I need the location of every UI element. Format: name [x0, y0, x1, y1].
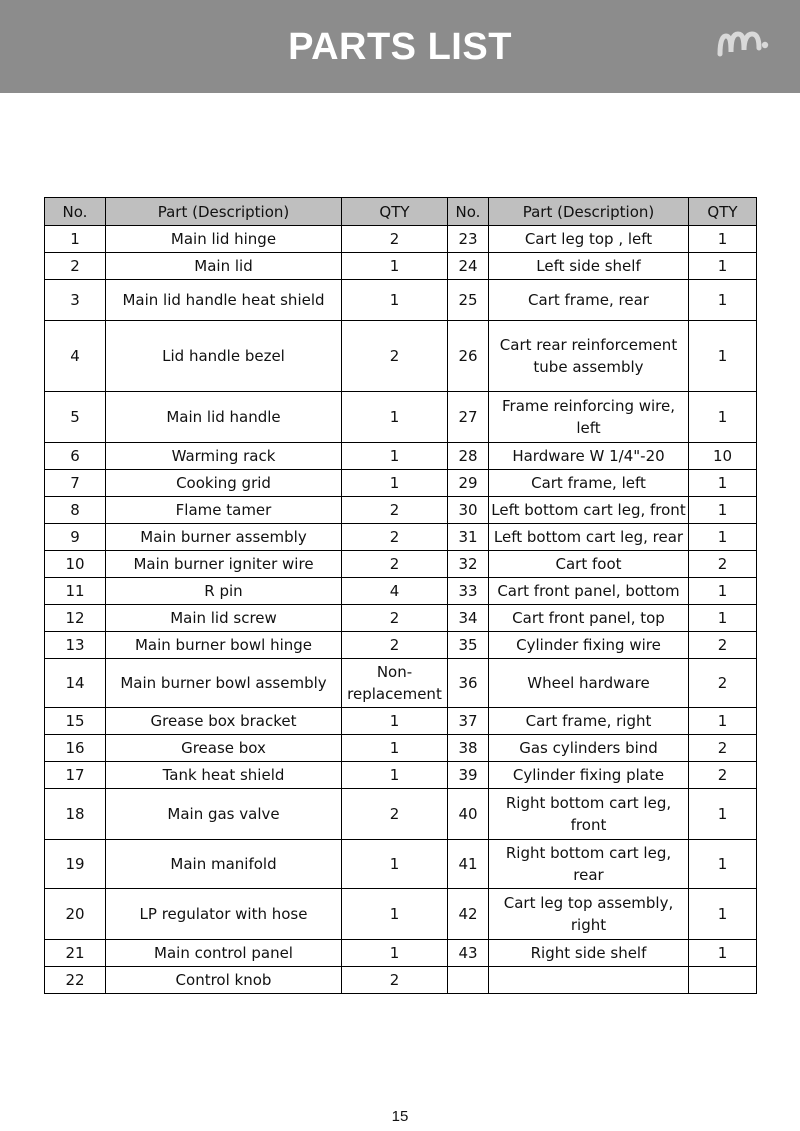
cell-qty-right: 1	[689, 524, 757, 551]
cell-qty-right: 1	[689, 497, 757, 524]
table-row	[45, 840, 757, 889]
cell-qty-right: 1	[689, 840, 757, 889]
cell-no-left: 17	[45, 762, 106, 789]
cell-no-right: 39	[448, 762, 489, 789]
cell-part-right: Cart leg top assembly, right	[489, 889, 689, 940]
cell-no-right: 28	[448, 443, 489, 470]
table-header-row	[45, 198, 757, 226]
cell-no-left: 10	[45, 551, 106, 578]
cell-part-left: Main lid hinge	[106, 226, 342, 253]
cell-qty-left: 1	[342, 280, 448, 321]
cell-part-right: Cart frame, left	[489, 470, 689, 497]
cell-part-left: Main burner bowl hinge	[106, 632, 342, 659]
table-row	[45, 605, 757, 632]
cell-qty-left: 1	[342, 840, 448, 889]
cell-no-right: 29	[448, 470, 489, 497]
cell-no-left: 18	[45, 789, 106, 840]
page-number: 15	[391, 1108, 409, 1125]
cell-qty-right: 1	[689, 226, 757, 253]
table-row	[45, 524, 757, 551]
cell-part-left: Grease box bracket	[106, 708, 342, 735]
cell-no-left: 21	[45, 940, 106, 967]
cell-qty-right: 1	[689, 605, 757, 632]
cell-qty-left: 4	[342, 578, 448, 605]
cell-qty-right: 1	[689, 470, 757, 497]
cell-part-right: Cylinder fixing wire	[489, 632, 689, 659]
cell-part-left: Grease box	[106, 735, 342, 762]
cell-qty-left: 1	[342, 253, 448, 280]
cell-no-right	[448, 967, 489, 994]
cell-part-left: Cooking grid	[106, 470, 342, 497]
table-row	[45, 889, 757, 940]
cell-qty-right: 1	[689, 789, 757, 840]
cell-qty-right: 1	[689, 280, 757, 321]
table-row	[45, 253, 757, 280]
cell-part-left: Lid handle bezel	[106, 321, 342, 392]
page-header	[0, 0, 800, 93]
cell-qty-left: 2	[342, 632, 448, 659]
table-row	[45, 708, 757, 735]
cell-no-right: 25	[448, 280, 489, 321]
cell-qty-left: 2	[342, 967, 448, 994]
table-row	[45, 659, 757, 708]
cell-part-right: Left bottom cart leg, rear	[489, 524, 689, 551]
cell-no-right: 38	[448, 735, 489, 762]
cell-qty-left: 2	[342, 551, 448, 578]
cell-qty-right: 2	[689, 551, 757, 578]
cell-part-right: Frame reinforcing wire, left	[489, 392, 689, 443]
cell-part-right: Left bottom cart leg, front	[489, 497, 689, 524]
cell-part-right: Wheel hardware	[489, 659, 689, 708]
cell-qty-left: 1	[342, 762, 448, 789]
header-no-left: No.	[45, 198, 106, 226]
cell-no-right: 30	[448, 497, 489, 524]
cell-qty-right: 2	[689, 659, 757, 708]
cell-qty-left: 2	[342, 605, 448, 632]
cell-no-left: 11	[45, 578, 106, 605]
cell-part-right: Cart front panel, top	[489, 605, 689, 632]
cell-part-left: Tank heat shield	[106, 762, 342, 789]
header-part-left: Part (Description)	[106, 198, 342, 226]
cell-part-right: Right bottom cart leg, rear	[489, 840, 689, 889]
cell-qty-left: 2	[342, 497, 448, 524]
table-row	[45, 226, 757, 253]
cell-no-left: 20	[45, 889, 106, 940]
cell-no-left: 3	[45, 280, 106, 321]
table-row	[45, 470, 757, 497]
cell-no-left: 16	[45, 735, 106, 762]
cell-qty-left: 1	[342, 889, 448, 940]
parts-table	[44, 197, 757, 994]
cell-qty-right: 2	[689, 735, 757, 762]
cell-no-right: 34	[448, 605, 489, 632]
cell-qty-right: 1	[689, 578, 757, 605]
cell-qty-left: 1	[342, 735, 448, 762]
table-row	[45, 762, 757, 789]
cell-qty-left: 2	[342, 226, 448, 253]
cell-part-right: Cart leg top , left	[489, 226, 689, 253]
cell-part-left: Main control panel	[106, 940, 342, 967]
table-row	[45, 497, 757, 524]
cell-part-left: Main burner assembly	[106, 524, 342, 551]
page-title: PARTS LIST	[288, 26, 512, 68]
cell-qty-right: 1	[689, 321, 757, 392]
cell-no-left: 8	[45, 497, 106, 524]
cell-qty-right: 1	[689, 708, 757, 735]
cell-part-left: Main burner bowl assembly	[106, 659, 342, 708]
table-row	[45, 321, 757, 392]
cell-part-right: Gas cylinders bind	[489, 735, 689, 762]
cell-qty-left: 1	[342, 392, 448, 443]
cell-no-right: 35	[448, 632, 489, 659]
table-row	[45, 551, 757, 578]
table-row	[45, 940, 757, 967]
cell-no-right: 37	[448, 708, 489, 735]
cell-no-right: 36	[448, 659, 489, 708]
cell-part-left: Warming rack	[106, 443, 342, 470]
cell-no-right: 41	[448, 840, 489, 889]
cell-no-left: 1	[45, 226, 106, 253]
cell-part-right: Hardware W 1/4"-20	[489, 443, 689, 470]
cell-no-right: 40	[448, 789, 489, 840]
cell-part-right: Cart frame, right	[489, 708, 689, 735]
header-qty-left: QTY	[342, 198, 448, 226]
cell-qty-right: 2	[689, 632, 757, 659]
cell-qty-right: 10	[689, 443, 757, 470]
cell-qty-left: 1	[342, 708, 448, 735]
cell-part-right: Left side shelf	[489, 253, 689, 280]
header-qty-right: QTY	[689, 198, 757, 226]
table-row	[45, 392, 757, 443]
cell-no-left: 22	[45, 967, 106, 994]
cell-qty-right: 1	[689, 889, 757, 940]
header-part-right: Part (Description)	[489, 198, 689, 226]
cell-qty-left: 1	[342, 443, 448, 470]
cell-part-left: Main burner igniter wire	[106, 551, 342, 578]
cell-part-left: Main lid	[106, 253, 342, 280]
cell-qty-left: 2	[342, 789, 448, 840]
cell-part-right: Right bottom cart leg, front	[489, 789, 689, 840]
cell-part-right: Cart rear reinforcement tube assembly	[489, 321, 689, 392]
cell-part-right	[489, 967, 689, 994]
cell-part-left: Main manifold	[106, 840, 342, 889]
table-row	[45, 443, 757, 470]
cell-qty-left: Non-replacement	[342, 659, 448, 708]
cell-no-left: 19	[45, 840, 106, 889]
cell-no-left: 2	[45, 253, 106, 280]
cell-no-left: 14	[45, 659, 106, 708]
cell-qty-right: 1	[689, 940, 757, 967]
cell-no-left: 6	[45, 443, 106, 470]
cell-part-left: Main lid handle heat shield	[106, 280, 342, 321]
cell-qty-left: 1	[342, 470, 448, 497]
cell-qty-right	[689, 967, 757, 994]
table-row	[45, 735, 757, 762]
cell-no-left: 7	[45, 470, 106, 497]
cell-no-right: 23	[448, 226, 489, 253]
cell-no-left: 15	[45, 708, 106, 735]
cell-no-right: 33	[448, 578, 489, 605]
cell-qty-left: 2	[342, 321, 448, 392]
cell-part-left: LP regulator with hose	[106, 889, 342, 940]
cell-no-left: 12	[45, 605, 106, 632]
cell-qty-left: 2	[342, 524, 448, 551]
table-row	[45, 967, 757, 994]
cell-no-left: 5	[45, 392, 106, 443]
cell-part-right: Cart frame, rear	[489, 280, 689, 321]
cell-part-left: Main lid screw	[106, 605, 342, 632]
cell-no-left: 9	[45, 524, 106, 551]
table-row	[45, 280, 757, 321]
cell-no-right: 26	[448, 321, 489, 392]
cell-qty-right: 2	[689, 762, 757, 789]
cell-part-left: Main lid handle	[106, 392, 342, 443]
cell-qty-right: 1	[689, 392, 757, 443]
cell-no-right: 31	[448, 524, 489, 551]
cell-no-left: 4	[45, 321, 106, 392]
cell-qty-right: 1	[689, 253, 757, 280]
cell-no-left: 13	[45, 632, 106, 659]
cell-part-right: Right side shelf	[489, 940, 689, 967]
cell-part-right: Cart front panel, bottom	[489, 578, 689, 605]
cell-qty-left: 1	[342, 940, 448, 967]
cell-no-right: 32	[448, 551, 489, 578]
cell-part-left: Control knob	[106, 967, 342, 994]
cell-part-right: Cart foot	[489, 551, 689, 578]
cell-part-right: Cylinder fixing plate	[489, 762, 689, 789]
cell-part-left: Main gas valve	[106, 789, 342, 840]
cell-no-right: 43	[448, 940, 489, 967]
cell-no-right: 24	[448, 253, 489, 280]
table-row	[45, 789, 757, 840]
header-no-right: No.	[448, 198, 489, 226]
cell-part-left: Flame tamer	[106, 497, 342, 524]
cell-no-right: 27	[448, 392, 489, 443]
table-row	[45, 578, 757, 605]
cell-no-right: 42	[448, 889, 489, 940]
cell-part-left: R pin	[106, 578, 342, 605]
brand-logo-icon	[716, 28, 770, 58]
table-row	[45, 632, 757, 659]
